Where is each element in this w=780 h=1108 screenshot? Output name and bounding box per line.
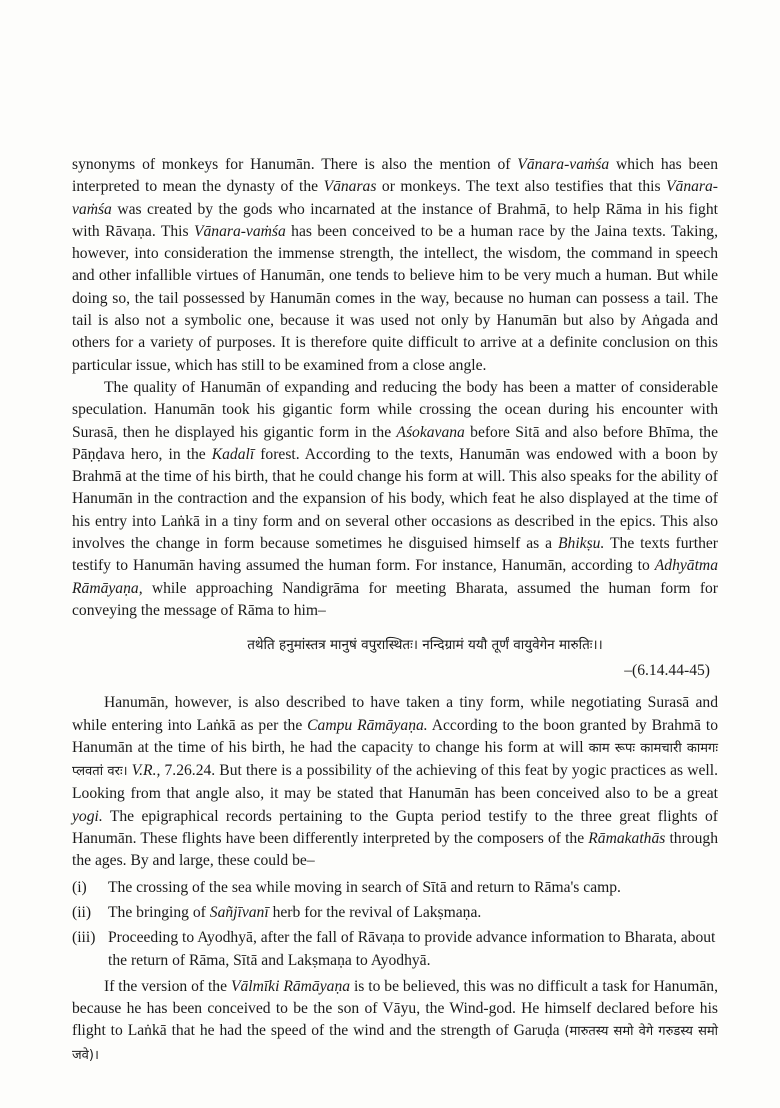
paragraph-4: If the version of the Vālmīki Rāmāyaṇa is to be believed, this was no difficult a task for Hanumān, because he has been conceived to be the son of Vāyu, the Wind-god. He himself declared before his flight to Laṅkā that he had the speed of the wind and the strength of Garuḍa (मारुतस्य समो वेगे गरुडस्य समो जवे)। [72,977,718,1063]
flights-list [72,877,718,972]
verse-reference: –(6.14.44-45) [624,662,710,680]
list-item: (ii) The bringing of Sañjīvanī herb for the revival of Lakṣmaṇa. [72,903,482,921]
list-item: (iii) Proceeding to Ayodhyā, after the fall of Rāvaṇa to provide advance information to Bharata, about the return of Rāma, Sītā and Lakṣmaṇa to Ayodhyā. [72,929,716,969]
list-item: (i) The crossing of the sea while moving in search of Sītā and return to Rāma's camp. [72,878,621,896]
paragraph-1: synonyms of monkeys for Hanumān. There is also the mention of Vānara-vaṁśa which has been interpreted to mean the dynasty of the Vānaras or monkeys. The text also testifies that this Vānara-vaṁśa was created by the gods who incarnated at the instance of Brahmā, to help Rāma in his fight with Rāvaṇa. This Vānara-vaṁśa has been conceived to be a human race by the Jaina texts. Taking, however, into consideration the immense strength, the intellect, the wisdom, the command in speech and other infallible virtues of Hanumān, one tends to believe him to be very much a human. But while doing so, the tail possessed by Hanumān comes in the way, because no human can possess a tail. The tail is also not a symbolic one, because it was used not only by Hanumān but also by Aṅgada and others for a variety of purposes. It is therefore quite difficult to arrive at a definite conclusion on this particular issue, which has still to be examined from a close angle. [72,156,718,374]
sanskrit-verse: तथेति हनुमांस्तत्र मानुषं वपुरास्थितः। नन्दिग्रामं ययौ तूर्णं वायुवेगेन मारुतिः।। [247,637,603,654]
paragraph-3: Hanumān, however, is also described to have taken a tiny form, while negotiating Surasā and while entering into Laṅkā as per the Campu Rāmāyaṇa. According to the boon granted by Brahmā to Hanumān at the time of his birth, he had the capacity to change his form at will काम रूपः कामचारी कामगः प्लवतां वरः। V.R., 7.26.24. But there is a possibility of the achieving of this feat by yogic practices as well. Looking from that angle also, it may be stated that Hanumān has been conceived also to be a great yogi. The epigraphical records pertaining to the Gupta period testify to the three great flights of Hanumān. These flights have been differently interpreted by the composers of the Rāmakathās through the ages. By and large, these could be– [72,694,719,870]
paragraph-2: The quality of Hanumān of expanding and reducing the body has been a matter of considerable speculation. Hanumān took his gigantic form while crossing the ocean during his encounter with Surasā, then he displayed his gigantic form in the Aśokavana before Sitā and also before Bhīma, the Pāṇḍava hero, in the Kadalī forest. According to the texts, Hanumān was endowed with a boon by Brahmā at the time of his birth, that he could change his form at will. This also speaks for the ability of Hanumān in the contraction and the expansion of his body, which feat he also displayed at the time of his entry into Laṅkā in a tiny form and on several other occasions as described in the epics. This also involves the change in form because sometimes he disguised himself as a Bhikṣu. The texts further testify to Hanumān having assumed the human form. For instance, Hanumān, according to Adhyātma Rāmāyaṇa, while approaching Nandigrāma for meeting Bharata, assumed the human form for conveying the message of Rāma to him– [72,378,719,619]
